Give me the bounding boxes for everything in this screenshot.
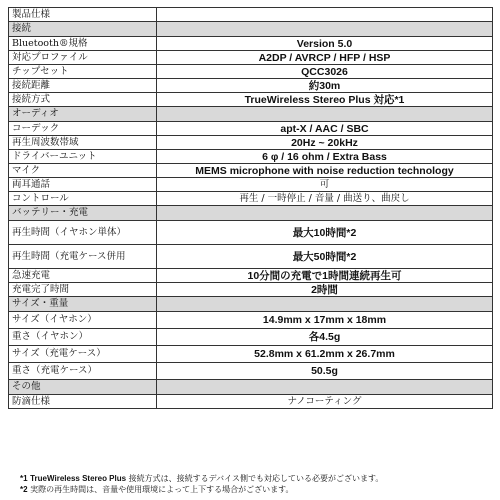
spec-row bbox=[9, 51, 493, 65]
spec-row bbox=[9, 283, 493, 297]
spec-value: 14.9mm x 17mm x 18mm bbox=[157, 312, 493, 329]
footnote-text: 接続方式は、接続するデバイス側でも対応している必要がございます。 bbox=[126, 474, 384, 483]
footnote-lead: TrueWireless Stereo Plus bbox=[30, 474, 127, 483]
section-spacer bbox=[157, 107, 493, 122]
footnote bbox=[20, 474, 383, 485]
spec-label: 重さ（イヤホン） bbox=[9, 329, 157, 346]
section-title: 接続 bbox=[9, 22, 157, 37]
spec-value: 最大50時間*2 bbox=[157, 245, 493, 269]
spec-value: 52.8mm x 61.2mm x 26.7mm bbox=[157, 346, 493, 363]
spec-value: 10分間の充電で1時間連続再生可 bbox=[157, 269, 493, 283]
section-header bbox=[9, 380, 493, 395]
spec-label: Bluetooth®規格 bbox=[9, 37, 157, 51]
footnote-mark: *2 bbox=[20, 484, 28, 494]
spec-value: ナノコーティング bbox=[157, 395, 493, 409]
spec-label: 再生周波数帯域 bbox=[9, 136, 157, 150]
spec-row bbox=[9, 136, 493, 150]
footnote-text: 実際の再生時間は、音量や使用環境によって上下する場合がございます。 bbox=[30, 484, 294, 494]
footnote bbox=[20, 485, 383, 496]
spec-value: 可 bbox=[157, 178, 493, 192]
spec-value: 再生 / 一時停止 / 音量 / 曲送り、曲戻し bbox=[157, 192, 493, 206]
title-row bbox=[9, 8, 493, 22]
spec-value: 2時間 bbox=[157, 283, 493, 297]
spec-label: 再生時間（充電ケース併用 bbox=[9, 245, 157, 269]
section-title: オーディオ bbox=[9, 107, 157, 122]
footnote-mark: *1 bbox=[20, 474, 28, 483]
spec-row bbox=[9, 192, 493, 206]
spec-row bbox=[9, 221, 493, 245]
section-spacer bbox=[157, 297, 493, 312]
spec-table-body bbox=[9, 8, 493, 409]
title-spacer bbox=[157, 8, 493, 22]
section-header bbox=[9, 107, 493, 122]
spec-row bbox=[9, 329, 493, 346]
spec-label: チップセット bbox=[9, 65, 157, 79]
spec-row bbox=[9, 150, 493, 164]
spec-row bbox=[9, 363, 493, 380]
spec-value: 20Hz ~ 20kHz bbox=[157, 136, 493, 150]
section-spacer bbox=[157, 206, 493, 221]
section-header bbox=[9, 206, 493, 221]
spec-label: マイク bbox=[9, 164, 157, 178]
section-header bbox=[9, 297, 493, 312]
section-title: その他 bbox=[9, 380, 157, 395]
spec-value: 50.5g bbox=[157, 363, 493, 380]
spec-value: QCC3026 bbox=[157, 65, 493, 79]
footnotes bbox=[20, 474, 383, 495]
spec-value: Version 5.0 bbox=[157, 37, 493, 51]
section-spacer bbox=[157, 380, 493, 395]
spec-label: 接続距離 bbox=[9, 79, 157, 93]
spec-label: コーデック bbox=[9, 122, 157, 136]
spec-value: 最大10時間*2 bbox=[157, 221, 493, 245]
spec-label: 充電完了時間 bbox=[9, 283, 157, 297]
spec-row bbox=[9, 122, 493, 136]
spec-row bbox=[9, 93, 493, 107]
spec-row bbox=[9, 346, 493, 363]
spec-row bbox=[9, 164, 493, 178]
spec-value: A2DP / AVRCP / HFP / HSP bbox=[157, 51, 493, 65]
spec-value: 各4.5g bbox=[157, 329, 493, 346]
spec-row bbox=[9, 178, 493, 192]
section-title: サイズ・重量 bbox=[9, 297, 157, 312]
spec-label: 急速充電 bbox=[9, 269, 157, 283]
table-title: 製品仕様 bbox=[9, 8, 157, 22]
spec-row bbox=[9, 312, 493, 329]
spec-label: 両耳通話 bbox=[9, 178, 157, 192]
spec-row bbox=[9, 269, 493, 283]
spec-value: TrueWireless Stereo Plus 対応*1 bbox=[157, 93, 493, 107]
spec-value: 6 φ / 16 ohm / Extra Bass bbox=[157, 150, 493, 164]
spec-label: 重さ（充電ケース） bbox=[9, 363, 157, 380]
spec-label: ドライバーユニット bbox=[9, 150, 157, 164]
spec-value: 約30m bbox=[157, 79, 493, 93]
spec-label: サイズ（充電ケース） bbox=[9, 346, 157, 363]
spec-label: 接続方式 bbox=[9, 93, 157, 107]
spec-row bbox=[9, 395, 493, 409]
spec-label: 対応プロファイル bbox=[9, 51, 157, 65]
section-title: バッテリー・充電 bbox=[9, 206, 157, 221]
section-header bbox=[9, 22, 493, 37]
spec-row bbox=[9, 65, 493, 79]
spec-label: 再生時間（イヤホン単体） bbox=[9, 221, 157, 245]
spec-label: サイズ（イヤホン） bbox=[9, 312, 157, 329]
section-spacer bbox=[157, 22, 493, 37]
spec-label: 防滴仕様 bbox=[9, 395, 157, 409]
spec-row bbox=[9, 37, 493, 51]
spec-row bbox=[9, 79, 493, 93]
spec-row bbox=[9, 245, 493, 269]
spec-table bbox=[8, 7, 493, 409]
spec-value: apt-X / AAC / SBC bbox=[157, 122, 493, 136]
spec-value: MEMS microphone with noise reduction technology bbox=[157, 164, 493, 178]
spec-label: コントロール bbox=[9, 192, 157, 206]
